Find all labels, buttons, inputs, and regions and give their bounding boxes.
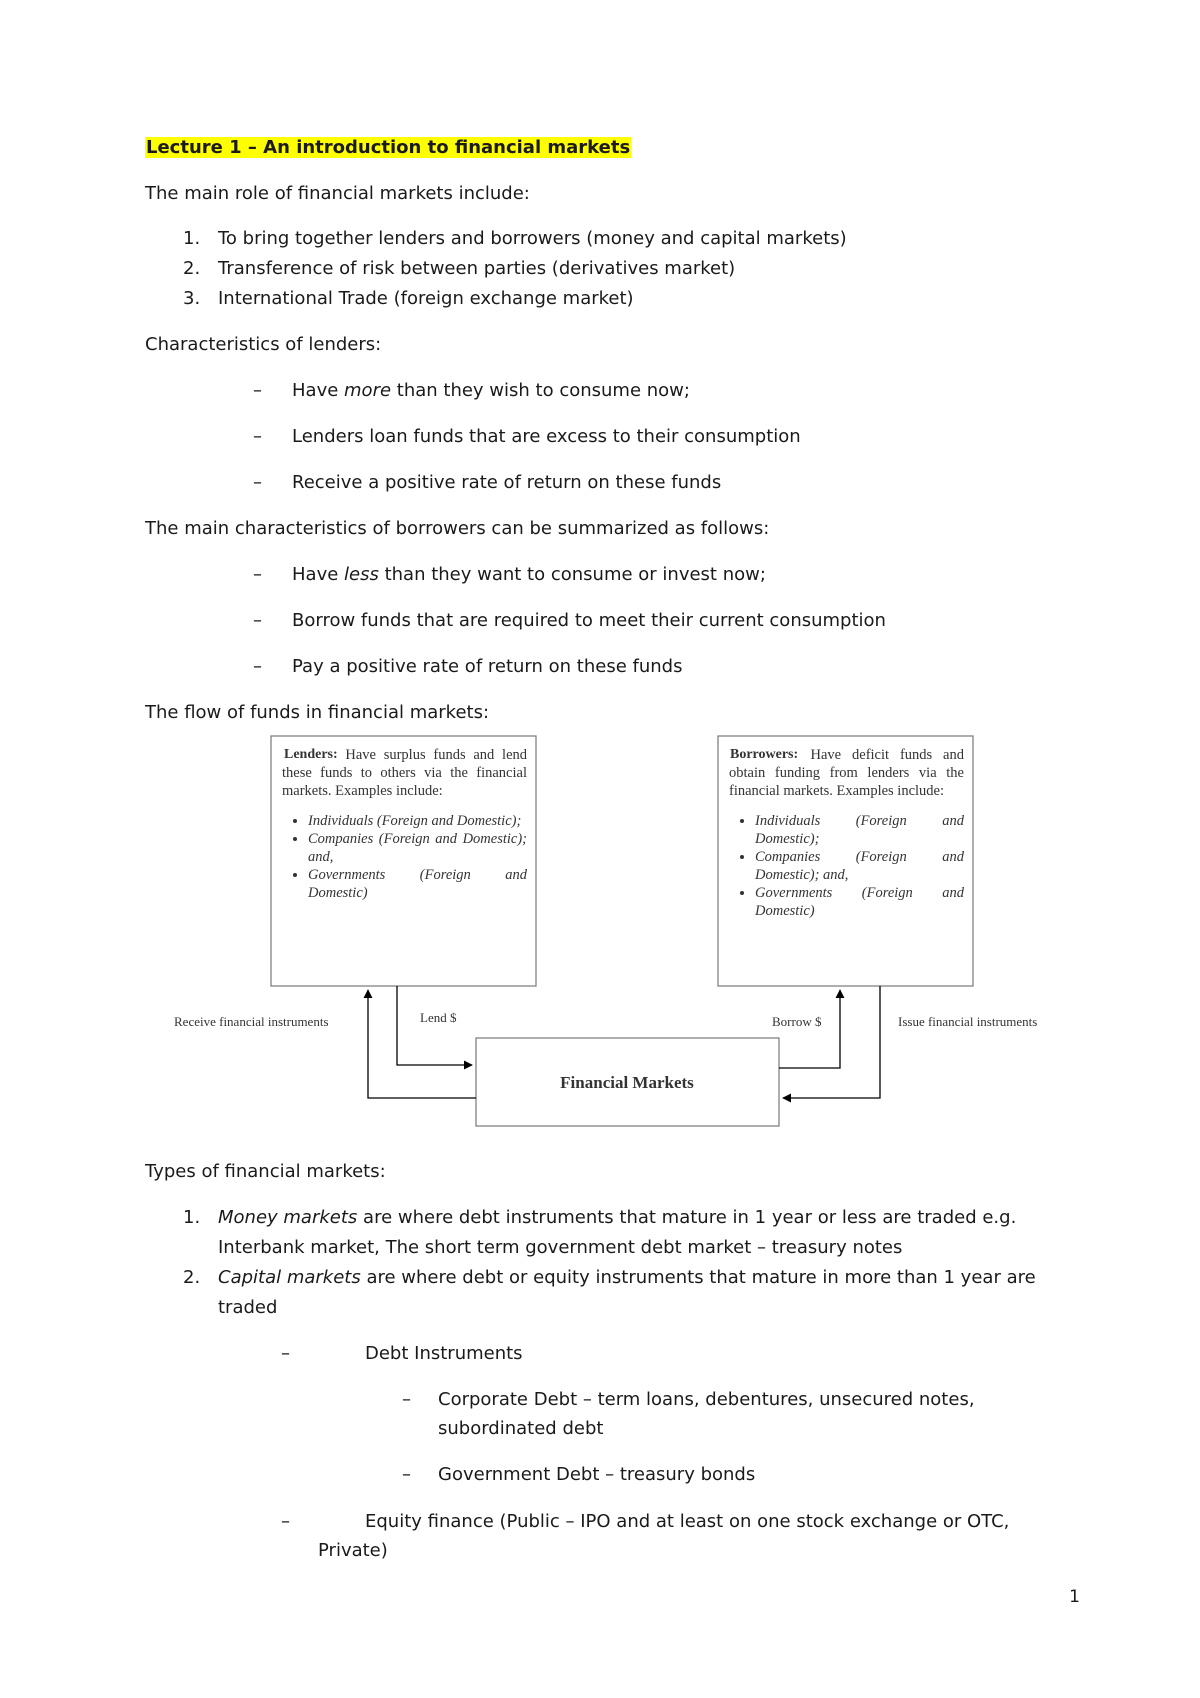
issue-instruments-arrow [783, 986, 880, 1098]
receive-label: Receive financial instruments [174, 1014, 329, 1029]
equity-finance: Equity finance (Public – IPO and at least on one stock exchange or OTC, [365, 1511, 1010, 1532]
lenders-box-text: Have surplus funds and lend these funds to others via the financial markets. Examples include: [282, 747, 527, 799]
borrowers-heading: The main characteristics of borrowers can be summarized as follows: [145, 518, 770, 539]
list-item: Have less than they want to consume or invest now; [292, 564, 766, 585]
borrow-arrow [779, 990, 840, 1068]
dash-bullet: – [402, 1464, 411, 1485]
list-item-continuation: Interbank market, The short term government debt market – treasury notes [218, 1237, 903, 1258]
list-item: Receive a positive rate of return on these funds [292, 472, 722, 493]
roles-intro: The main role of financial markets include: [145, 183, 530, 204]
dash-bullet: – [281, 1511, 290, 1532]
list-number: 3. [183, 288, 201, 309]
list-item: Transference of risk between parties (derivatives market) [218, 258, 736, 279]
lenders-box-item: • Individuals (Foreign and Domestic); [308, 812, 527, 830]
borrowers-box-item: • Companies (Foreign and Domestic); and, [755, 848, 964, 884]
flow-of-funds-diagram [150, 728, 1070, 1148]
receive-instruments-arrow [368, 990, 476, 1098]
lend-label: Lend $ [420, 1010, 457, 1025]
dash-bullet: – [253, 610, 262, 631]
list-number: 1. [183, 228, 201, 249]
list-item: To bring together lenders and borrowers (money and capital markets) [218, 228, 847, 249]
dash-bullet: – [253, 426, 262, 447]
corporate-debt: Corporate Debt – term loans, debentures, unsecured notes, [438, 1389, 975, 1410]
page-number: 1 [1069, 1587, 1080, 1607]
borrowers-box-item: • Individuals (Foreign and Domestic); [755, 812, 964, 848]
corporate-debt-continuation: subordinated debt [438, 1418, 604, 1439]
dash-bullet: – [253, 564, 262, 585]
list-item: Lenders loan funds that are excess to their consumption [292, 426, 801, 447]
list-item: Capital markets are where debt or equity instruments that mature in more than 1 year are [218, 1267, 1036, 1288]
lend-arrow [397, 986, 472, 1065]
page-title: Lecture 1 – An introduction to financial markets [146, 137, 631, 158]
dash-bullet: – [281, 1343, 290, 1364]
debt-instruments: Debt Instruments [365, 1343, 523, 1364]
list-item: Money markets are where debt instruments that mature in 1 year or less are traded e.g. [218, 1207, 1017, 1228]
lenders-box-item: • Companies (Foreign and Domestic); and, [308, 830, 527, 866]
list-item-continuation: traded [218, 1297, 278, 1318]
types-heading: Types of financial markets: [145, 1161, 386, 1182]
dash-bullet: – [253, 380, 262, 401]
borrowers-box-text: Have deficit funds and obtain funding from lenders via the financial markets. Examples include: [729, 747, 964, 799]
lenders-box-label: Lenders: [284, 747, 338, 762]
borrow-label: Borrow $ [772, 1014, 822, 1029]
dash-bullet: – [253, 472, 262, 493]
financial-markets-label: Financial Markets [560, 1073, 694, 1092]
list-item: International Trade (foreign exchange market) [218, 288, 634, 309]
government-debt: Government Debt – treasury bonds [438, 1464, 756, 1485]
borrowers-box-label: Borrowers: [730, 747, 799, 762]
dash-bullet: – [402, 1389, 411, 1410]
lenders-box-item: • Governments (Foreign and Domestic) [308, 866, 527, 902]
dash-bullet: – [253, 656, 262, 677]
flow-heading: The flow of funds in financial markets: [145, 702, 490, 723]
list-number: 1. [183, 1207, 201, 1228]
borrowers-box-item: • Governments (Foreign and Domestic) [755, 884, 964, 920]
equity-finance-continuation: Private) [318, 1540, 388, 1561]
list-item: Pay a positive rate of return on these funds [292, 656, 683, 677]
list-item: Borrow funds that are required to meet their current consumption [292, 610, 886, 631]
lenders-heading: Characteristics of lenders: [145, 334, 382, 355]
issue-label: Issue financial instruments [898, 1014, 1038, 1029]
list-item: Have more than they wish to consume now; [292, 380, 690, 401]
list-number: 2. [183, 1267, 201, 1288]
list-number: 2. [183, 258, 201, 279]
